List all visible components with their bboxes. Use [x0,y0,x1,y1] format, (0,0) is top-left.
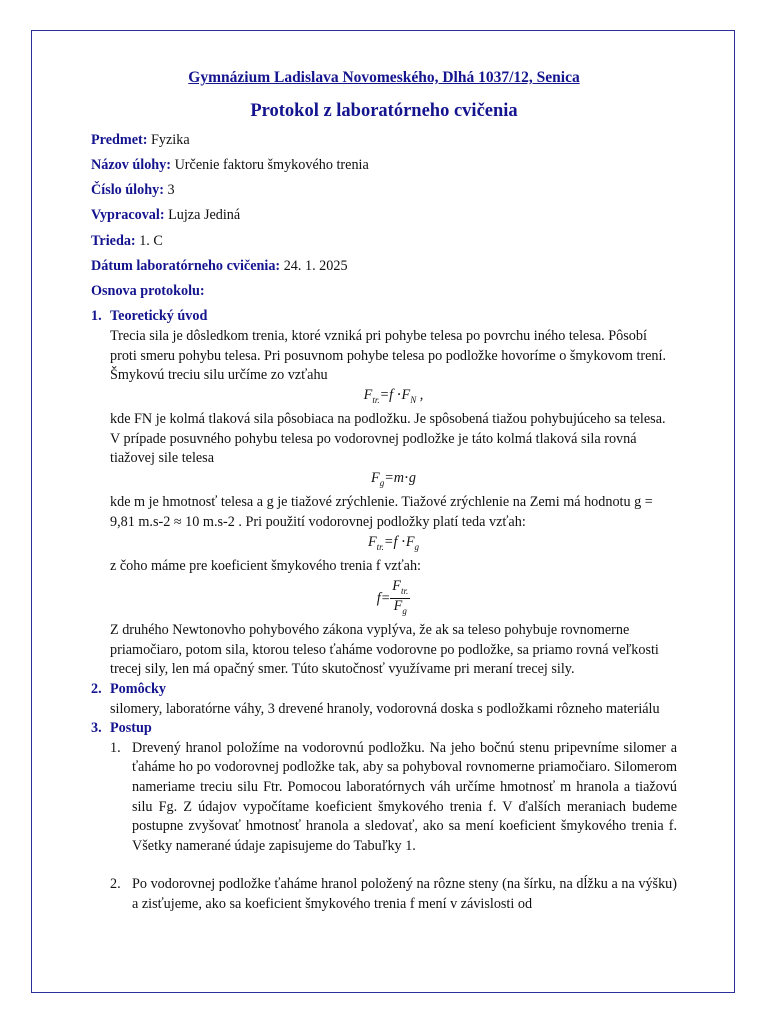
paragraph: silomery, laboratórne váhy, 3 drevené hranoly, vodorovná doska s podložkami rôzneho materiálu [110,700,660,717]
section-heading-tools [91,680,677,700]
meta-label: Názov úlohy: [91,157,172,174]
outline-heading: Osnova protokolu: [91,282,205,299]
step-number: 1. [110,739,121,756]
paragraph: kde m je hmotnosť telesa a g je tiažové zrýchlenie. Tiažové zrýchlenie na Zemi má hodnotu g = 9,81 m.s-2 ≈ 10 m.s-2 . Pri použití vodorovnej podložky platí teda vzťah: [110,494,653,530]
meta-author [91,206,677,226]
meta-task-name [91,156,677,176]
meta-label: Číslo úlohy: [91,182,164,199]
paragraph: Z druhého Newtonovho pohybového zákona vyplýva, že ak sa teleso pohybuje rovnomerne priamočiaro, potom sila, ktorou teleso ťaháme vodorovne po podložke, sa priamo rovná veľkosti trecej sily, len má opačný smer. Túto skutočnosť využívame pri meraní trecej sily. [110,622,659,678]
section-intro-body [91,327,677,680]
paragraph: kde FN je kolmá tlaková sila pôsobiaca na podložku. Je spôsobená tiažou pohybujúceho sa telesa. V prípade posuvného pohybu telesa po vodorovnej podložke je táto kolmá tlaková sila rovná tiažovej sile telesa [110,411,666,467]
meta-label: Trieda: [91,232,136,249]
meta-label: Predmet: [91,132,148,149]
meta-value: 24. 1. 2025 [283,257,348,274]
section-title: Postup [110,720,152,737]
section-tools-body [91,700,677,720]
paragraph: Trecia sila je dôsledkom trenia, ktoré vzniká pri pohybe telesa po povrchu iného telesa. Pôsobí proti smeru pohybu telesa. Pri posuvnom pohybe telesa po podložke hovoríme o šmykovom trení. Šmykovú treciu silu určíme zo vzťahu [110,327,666,384]
procedure-step [110,739,677,857]
procedure-step [110,875,677,914]
meta-class [91,232,677,252]
meta-value: 1. C [139,232,163,249]
meta-date [91,257,677,277]
step-text: Drevený hranol položíme na vodorovnú podložku. Na jeho bočnú stenu pripevníme silomer a ťaháme ho po vodorovnej podložke tak, aby sa pohyboval rovnomerne priamočiaro. Silomerom nameriame treciu silu Ftr. Pomocou laboratórnych váh určíme hmotnosť m hranola a tiažovú silu Fg. Z údajov vypočítame koeficient šmykového trenia f. V ďalších meraniach budeme postupne zvyšovať hmotnosť hranola a sledovať, ako sa mení koeficient šmykového trenia f. Všetky namerané údaje zapisujeme do Tabuľky 1. [132,739,677,854]
meta-value: 3 [167,182,175,199]
section-number: 1. [91,308,102,325]
section-title: Pomôcky [110,680,166,697]
section-heading-intro [91,307,677,327]
paragraph: z čoho máme pre koeficient šmykového trenia f vzťah: [110,557,421,574]
school-header: Gymnázium Ladislava Novomeského, Dlhá 1037/12, Senica [188,69,580,86]
meta-value: Určenie faktoru šmykového trenia [174,157,369,174]
meta-subject [91,131,677,151]
formula-friction: $F_{tr.}=f \cdot F_N$ , [363,386,424,405]
section-heading-procedure [91,719,677,739]
meta-task-number [91,181,677,201]
document-content [91,68,677,915]
section-number: 3. [91,720,102,737]
step-text: Po vodorovnej podložke ťaháme hranol položený na rôzne steny (na šírku, na dĺžku a na výšku) a zisťujeme, ako sa koeficient šmykového trenia f mení v závislosti od [132,876,677,912]
formula-coefficient: f= $\frac{F_{tr.}}{F_g}$ [376,577,409,617]
formula-friction-horizontal: $F_{tr.}=f \cdot F_g$ [367,533,420,552]
formula-gravity: $F_g=m\cdot g$ [371,469,416,488]
procedure-steps [91,739,677,915]
meta-value: Lujza Jediná [168,207,241,224]
meta-value: Fyzika [151,132,190,149]
step-number: 2. [110,876,121,893]
meta-label: Vypracoval: [91,207,165,224]
section-number: 2. [91,680,102,697]
section-title: Teoretický úvod [110,308,208,325]
meta-label: Dátum laboratórneho cvičenia: [91,257,281,274]
document-title: Protokol z laboratórneho cvičenia [250,100,518,121]
